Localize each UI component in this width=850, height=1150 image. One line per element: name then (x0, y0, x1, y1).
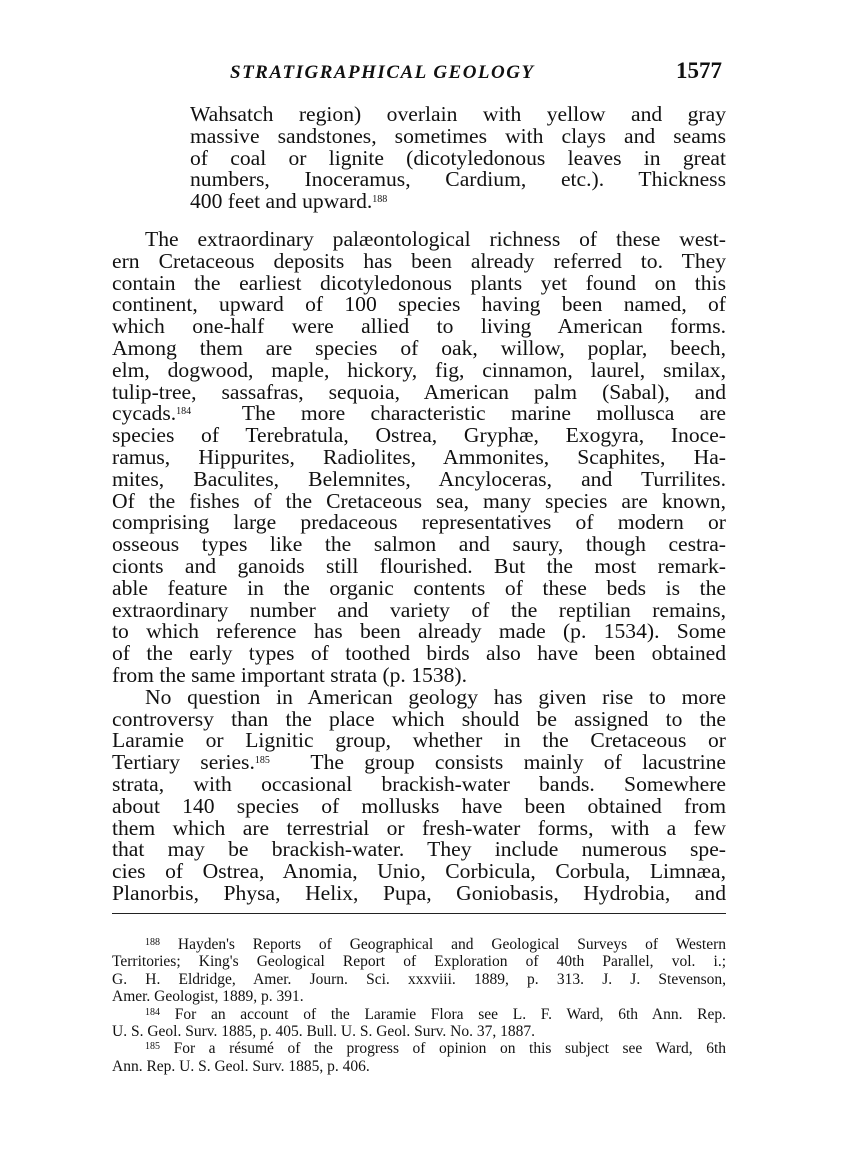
text-fragment: For a résumé of the progress of opinion on this subject see Ward, 6th (173, 1040, 727, 1058)
text-line: Among them are species of oak, willow, poplar, beech, (112, 335, 726, 360)
footnote-line (112, 936, 726, 953)
text-line: of the early types of toothed birds also have been obtained (112, 641, 726, 666)
footnote-ref: 185 (254, 755, 270, 767)
footnote-line: Amer. Geologist, 1889, p. 391. (112, 988, 304, 1006)
text-line (112, 403, 726, 425)
text-line: strata, with occasional brackish-water bands. Somewhere (112, 771, 726, 796)
footnote-number: 188 (145, 937, 160, 948)
text-line: species of Terebratula, Ostrea, Gryphæ, Exogyra, Inoce- (112, 423, 726, 448)
text-line: them which are terrestrial or fresh-water forms, with a few (112, 815, 726, 840)
text-line: to which reference has been already made (p. 1534). Some (112, 619, 726, 644)
footnotes (112, 936, 726, 1075)
text-fragment: Tertiary series. (112, 750, 255, 775)
footnote-line: Territories; King's Geological Report of Exploration of 40th Parallel, vol. i.; (112, 953, 726, 971)
text-line: of coal or lignite (dicotyledonous leaves in great (190, 145, 726, 170)
text-line: about 140 species of mollusks have been obtained from (112, 793, 726, 818)
text-line: No question in American geology has given rise to more (145, 684, 726, 709)
text-line: cionts and ganoids still flourished. But the most remark- (112, 553, 726, 578)
text-fragment: The more characteristic marine mollusca are (241, 401, 727, 426)
text-line: controversy than the place which should be assigned to the (112, 706, 726, 731)
text-line: Wahsatch region) overlain with yellow and gray (190, 102, 726, 126)
text-fragment: The group consists mainly of lacustrine (310, 750, 727, 775)
continuation-paragraph (112, 104, 726, 213)
text-line: ramus, Hippurites, Radiolites, Ammonites, Scaphites, Ha- (112, 444, 726, 469)
text-line: elm, dogwood, maple, hickory, fig, cinnamon, laurel, smilax, (112, 357, 726, 382)
text-line: The extraordinary palæontological richness of these west- (145, 227, 726, 251)
footnote-line (112, 1006, 726, 1023)
text-line: Of the fishes of the Cretaceous sea, many species are known, (112, 488, 726, 513)
text-line: that may be brackish-water. They include numerous spe- (112, 837, 726, 862)
footnote-ref: 188 (372, 194, 388, 206)
text-line (112, 752, 726, 774)
text-line: numbers, Inoceramus, Cardium, etc.). Thickness (190, 167, 726, 192)
text-line: extraordinary number and variety of the reptilian remains, (112, 597, 726, 622)
footnote-divider (112, 913, 726, 914)
footnote-ref: 184 (176, 406, 192, 418)
text-line: ern Cretaceous deposits has been already referred to. They (112, 248, 726, 273)
text-line: cies of Ostrea, Anomia, Unio, Corbicula, Corbula, Limnæa, (112, 859, 726, 884)
footnote-line: U. S. Geol. Surv. 1885, p. 405. Bull. U. S. Geol. Surv. No. 37, 1887. (112, 1023, 535, 1041)
text-fragment: 400 feet and upward. (190, 189, 373, 214)
text-fragment: cycads. (112, 401, 177, 426)
text-line: massive sandstones, sometimes with clays and seams (190, 123, 726, 148)
paragraph-fossils (112, 229, 726, 905)
text-line: continent, upward of 100 species having been named, of (112, 292, 726, 317)
running-head: STRATIGRAPHICAL GEOLOGY (230, 62, 535, 83)
text-line: able feature in the organic contents of these beds is the (112, 575, 726, 600)
footnote-line (112, 1040, 726, 1057)
text-fragment: For an account of the Laramie Flora see L. F. Ward, 6th Ann. Rep. (174, 1005, 726, 1023)
text-fragment: Hayden's Reports of Geographical and Geological Surveys of Western (177, 936, 726, 953)
text-line: Laramie or Lignitic group, whether in the Cretaceous or (112, 728, 726, 753)
footnote-line: Ann. Rep. U. S. Geol. Surv. 1885, p. 406. (112, 1057, 370, 1075)
text-line: tulip-tree, sassafras, sequoia, American palm (Sabal), and (112, 379, 726, 404)
text-line: from the same important strata (p. 1538). (112, 662, 467, 687)
footnote-number: 185 (145, 1041, 160, 1053)
footnote-line: G. H. Eldridge, Amer. Journ. Sci. xxxviii. 1889, p. 313. J. J. Stevenson, (112, 970, 726, 988)
text-line (112, 191, 726, 213)
text-line: comprising large predaceous representatives of modern or (112, 510, 726, 535)
footnote-number: 184 (145, 1006, 160, 1018)
text-line: Planorbis, Physa, Helix, Pupa, Goniobasis, Hydrobia, and (112, 880, 726, 905)
text-line: mites, Baculites, Belemnites, Ancyloceras, and Turrilites. (112, 466, 726, 491)
page-number: 1577 (676, 58, 722, 83)
text-line: osseous types like the salmon and saury, though cestra- (112, 532, 726, 557)
text-line: which one-half were allied to living American forms. (112, 314, 726, 339)
text-line: contain the earliest dicotyledonous plants yet found on this (112, 270, 726, 295)
